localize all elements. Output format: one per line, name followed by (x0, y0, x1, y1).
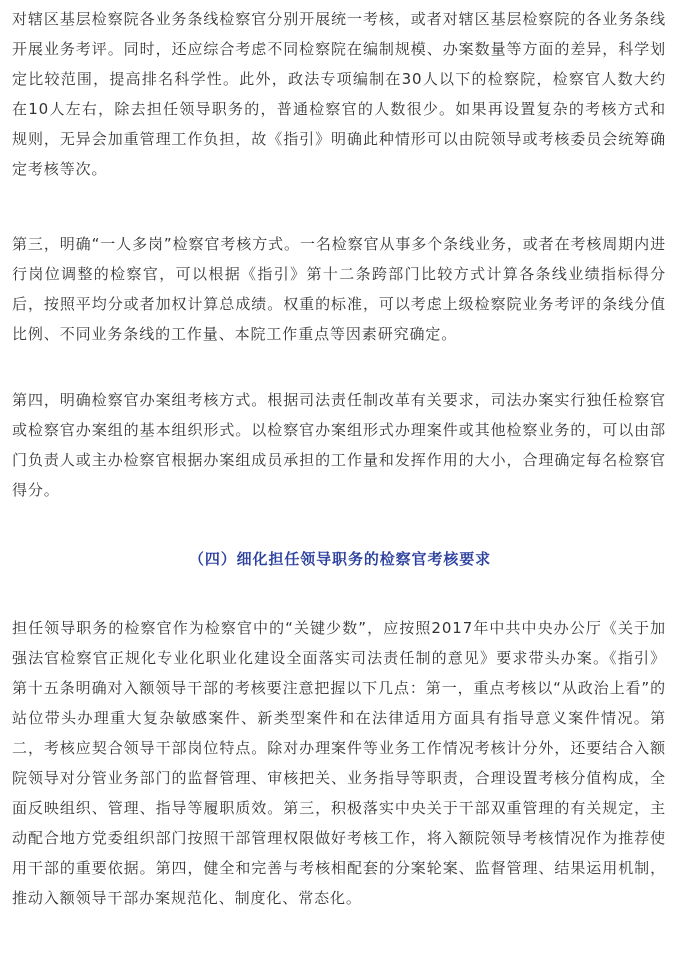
section-heading: （四）细化担任领导职务的检察官考核要求 (188, 550, 492, 568)
article-paragraph-3: 第四，明确检察官办案组考核方式。根据司法责任制改革有关要求，司法办案实行独任检察官或检察官办案组的基本组织形式。以检察官办案组形式办理案件或其他检察业务的，可以由部门负责人或主办检察官根据办案组成员承担的工作量和发挥作用的大小，合理确定每名检察官得分。 (12, 391, 666, 499)
article-paragraph-4: 担任领导职务的检察官作为检察官中的“关键少数”，应按照2017年中共中央办公厅《关于加强法官检察官正规化专业化职业化建设全面落实司法责任制的意见》要求带头办案。《指引》第十五条明确对入额领导干部的考核要注意把握以下几点：第一，重点考核以“从政治上看”的站位带头办理重大复杂敏感案件、新类型案件和在法律适用方面具有指导意义案件情况。第二，考核应契合领导干部岗位特点。除对办理案件等业务工作情况考核计分外，还要结合入额院领导对分管业务部门的监督管理、审核把关、业务指导等职责，合理设置考核分值构成，全面反映组织、管理、指导等履职质效。第三，积极落实中央关于干部双重管理的有关规定，主动配合地方党委组织部门按照干部管理权限做好考核工作，将入额院领导考核情况作为推荐使用干部的重要依据。第四，健全和完善与考核相配套的分案轮案、监督管理、结果运用机制，推动入额领导干部办案规范化、制度化、常态化。 (12, 619, 666, 907)
article-paragraph-2: 第三，明确“一人多岗”检察官考核方式。一名检察官从事多个条线业务，或者在考核周期内进行岗位调整的检察官，可以根据《指引》第十二条跨部门比较方式计算各条线业绩指标得分后，按照平均分或者加权计算总成绩。权重的标准，可以考虑上级检察院业务考评的条线分值比例、不同业务条线的工作量、本院工作重点等因素研究确定。 (12, 235, 666, 343)
article-paragraph-1: 对辖区基层检察院各业务条线检察官分别开展统一考核，或者对辖区基层检察院的各业务条线开展业务考评。同时，还应综合考虑不同检察院在编制规模、办案数量等方面的差异，科学划定比较范围，提高排名科学性。此外，政法专项编制在30人以下的检察院，检察官人数大约在10人左右，除去担任领导职务的，普通检察官的人数很少。如果再设置复杂的考核方式和规则，无异会加重管理工作负担，故《指引》明确此种情形可以由院领导或考核委员会统筹确定考核等次。 (12, 10, 666, 178)
